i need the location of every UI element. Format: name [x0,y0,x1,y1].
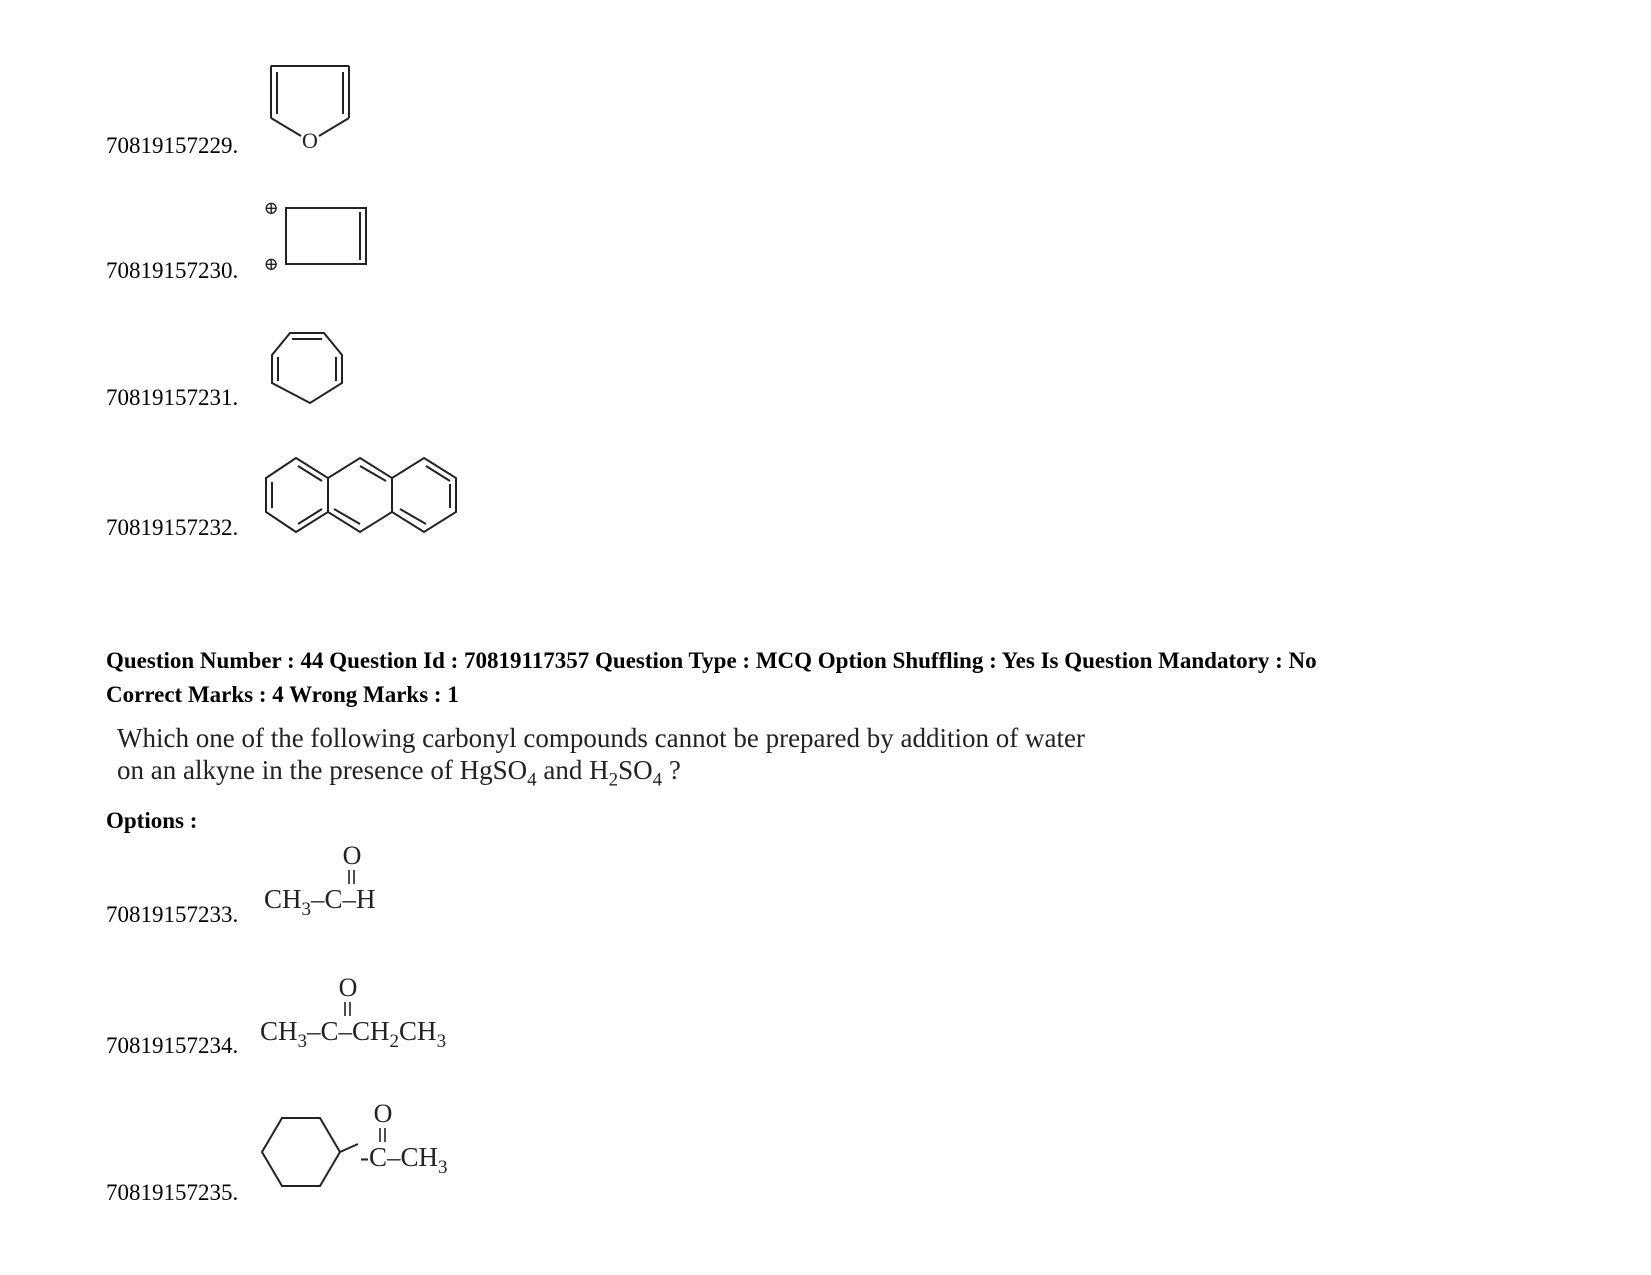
option-id: 70819157230. [106,258,239,283]
cycloheptatriene-structure [262,325,352,415]
butanone-structure [260,972,500,1052]
cyclohexyl-methyl-ketone-structure [260,1100,490,1210]
question-text-line-2: on an alkyne in the presence of HgSO$_4$ and $H_2SO_4$ ? [117,755,681,791]
option-id: 70819157232. [106,515,239,540]
anthracene-structure [262,450,472,550]
svg-text:CH3–C–H: $CH_3-C-H$ [264,884,376,920]
carbonyl-oxygen-label: O [338,973,358,1002]
option-id: 70819157235. [106,1180,239,1205]
carbonyl-oxygen-label: O [373,1099,393,1128]
option-id: 70819157233. [106,902,239,927]
question-marks-line: Correct Marks : 4 Wrong Marks : 1 [106,682,459,707]
option-id: 70819157229. [106,133,239,158]
oxygen-label: O [302,128,318,153]
options-label: Options : [106,808,198,833]
question-text [117,722,1085,796]
carbonyl-oxygen-label: O [342,841,362,870]
question-meta-line: Question Number : 44 Question Id : 70819117357 Question Type : MCQ Option Shuffling : Yes Is Question Mandatory : No [106,648,1317,673]
positive-charge-icon: ⊕ [263,254,279,274]
acetaldehyde-structure [264,840,434,920]
option-id: 70819157234. [106,1033,239,1058]
positive-charge-icon: ⊕ [263,198,279,218]
furan-structure [265,60,365,160]
cyclobutadiene-dication-structure [262,198,372,278]
question-text-line-1: Which one of the following carbonyl compounds cannot be prepared by addition of water [117,723,1085,753]
svg-text:-C–CH3: $-C-CH_3$ [360,1142,448,1178]
option-id: 70819157231. [106,385,239,410]
svg-text:CH3–C–CH2CH3: $CH_3-C-CH_2CH_3$ [260,1016,447,1052]
